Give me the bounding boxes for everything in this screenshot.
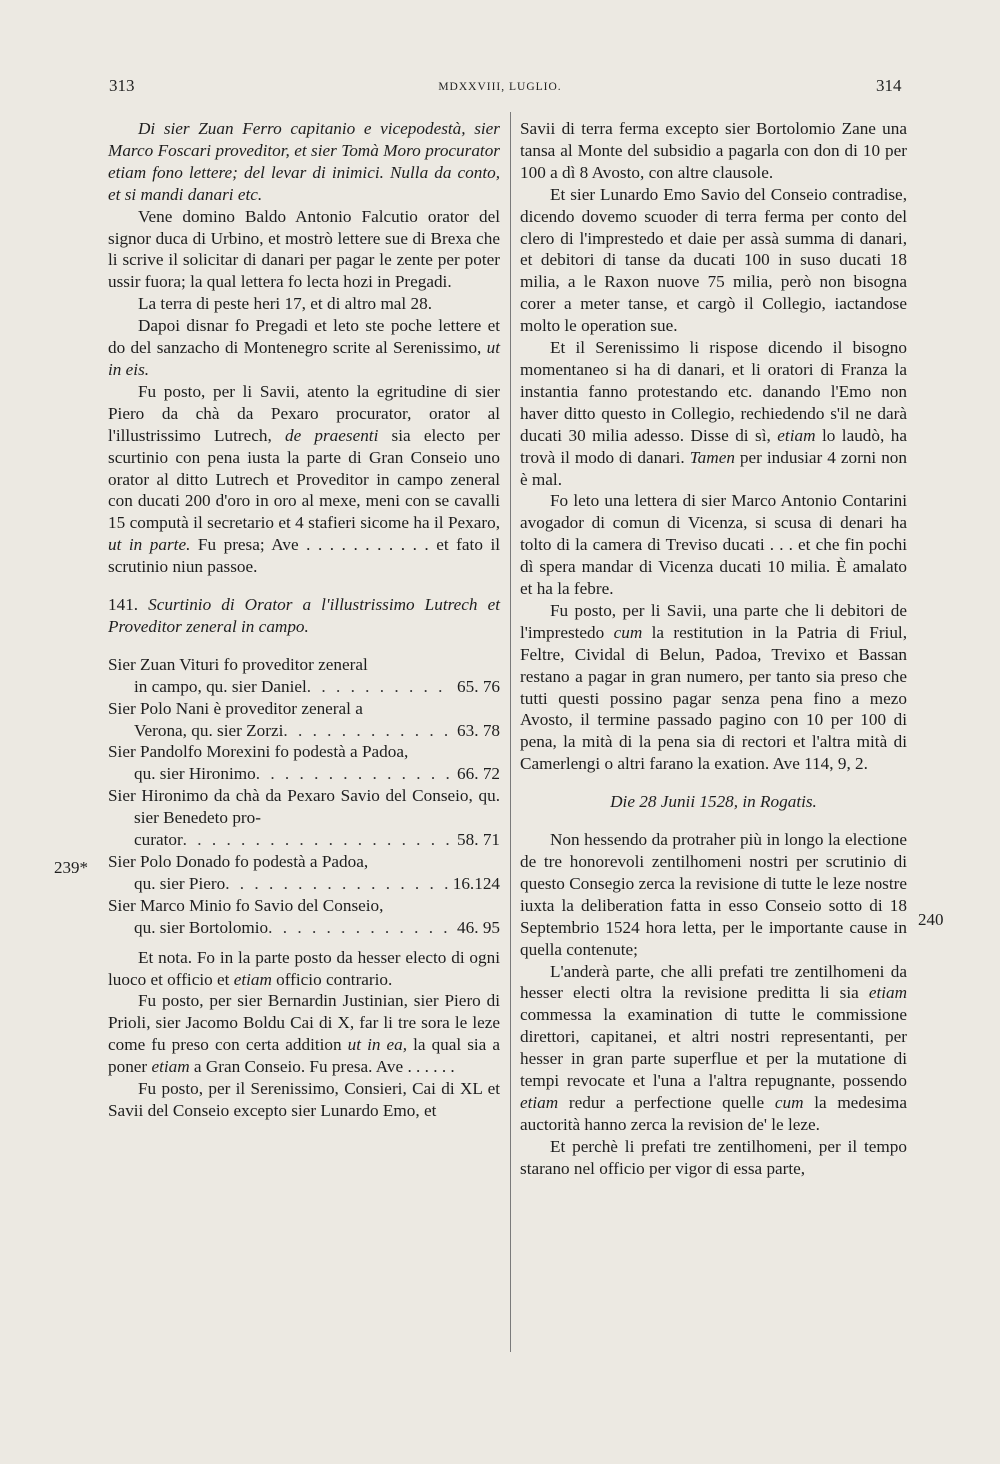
candidate-entry: Sier Polo Nani è proveditor zeneral a Verona, qu. sier Zorzi . . . 63. 78 <box>108 698 500 742</box>
session-dateline: Die 28 Junii 1528, in Rogatis. <box>610 792 817 812</box>
candidate-entry: Sier Hironimo da chà da Pexaro Savio del Conseio, qu. sier Benedeto pro- curator . . . 58. 71 <box>108 785 500 851</box>
paragraph: Et nota. Fo in la parte posto da hesser electo di ogni luoco et officio et etiam officio contrario. <box>108 947 500 989</box>
paragraph: Di sier Zuan Ferro capitanio e vicepodestà, sier Marco Foscari proveditor, et sier Tomà Moro procurator etiam fono lettere; del levar di inimici. Nulla da conto, et si mandi danari etc. <box>108 119 500 204</box>
right-column <box>520 118 907 1180</box>
candidate-entry: Sier Zuan Vituri fo proveditor zeneral in campo, qu. sier Daniel . . . 65. 76 <box>108 654 500 698</box>
paragraph: Vene domino Baldo Antonio Falcutio orator del signor duca di Urbino, et mostrò lettere sue di Brexa che li scrive il solicitar di danari per pagar le zente per poter ussir fuora; la qual lettera fo lecta hozi in Pregadi. <box>108 206 500 292</box>
column-divider <box>510 112 511 1352</box>
page-header <box>0 76 1000 106</box>
paragraph: La terra di peste heri 17, et di altro mal 28. <box>138 294 432 314</box>
left-column <box>108 118 500 1122</box>
paragraph: Fo leto una lettera di sier Marco Antonio Contarini avogador di comun di Vicenza, si scusa di denari ha tolto di la camera di Treviso ducati . . . et che fin pochi dì spera mandar di Vicenza ducati 10 milia. È amalato et ha la febre. <box>520 491 907 599</box>
paragraph: Savii di terra ferma excepto sier Bortolomio Zane una tansa al Monte del subsidio a pagarla con don di 10 per 100 a dì 8 Avosto, con altre clausole. <box>520 119 907 182</box>
candidate-entry: Sier Marco Minio fo Savio del Conseio, qu. sier Bortolomio . . . 46. 95 <box>108 895 500 939</box>
paragraph: Et perchè li prefati tre zentilhomeni, per il tempo starano nel officio per vigor di essa parte, <box>520 1136 907 1178</box>
section-heading: 141. Scurtinio di Orator a l'illustrissimo Lutrech et Proveditor zeneral in campo. <box>108 595 500 636</box>
paragraph: Fu posto, per li Savii, una parte che li debitori de l'imprestedo cum la restitution in la Patria di Friul, Feltre, Cividal di Belun, Padoa, Trevixo et Bassan restano a pagar in gran numero, per tanto sia preso che tutti questi possino pagar senza pena fino a mezo Avosto, il termine passado pagino con 10 per 100 di pena, la mità di la pena sia di rectori et l'altra mità di Camerlengi o altri farano la exation. Ave 114, 9, 2. <box>520 600 907 774</box>
margin-note-left: 239* <box>54 858 88 877</box>
paragraph: L'anderà parte, che alli prefati tre zentilhomeni da hesser electi oltra la revisione preditta li sia etiam commessa la examination di tutte le commissione direttori, capitanei, et altri nostri representanti, per hesser in gran parte superflue et per la mutatione di tempi revocate et l'una a l'altra repugnante, possendo etiam redur a perfectione quelle cum la medesima auctorità hanno zerca la revision de' le leze. <box>520 961 907 1134</box>
candidate-entry: Sier Polo Donado fo podestà a Padoa, qu. sier Piero . . . 16.124 <box>108 851 500 895</box>
paragraph: Dapoi disnar fo Pregadi et leto ste poche lettere et do del sanzacho di Montenegro scrite al Serenissimo, ut in eis. <box>108 316 500 379</box>
paragraph: Non hessendo da protraher più in longo la electione de tre honorevoli zentilhomeni nostri per scrutinio di questo Consegio zerca la revisione di tutte le leze nostre iuxta la deliberation fatta in esso Conseio sotto di 18 Septembrio 1524 hora letta, per le importante cause in quella contenute; <box>520 830 907 959</box>
paragraph: Et il Serenissimo li rispose dicendo il bisogno momentaneo si ha di danari, et li oratori di Franza la instantia fanno protestando etc. danando l'Emo non haver ditto questo in Collegio, rechiedendo s'il ne darà ducati 30 milia adesso. Disse di sì, etiam lo laudò, ha trovà il modo di danari. Tamen per indusiar 4 zorni non è mal. <box>520 338 907 489</box>
paragraph: Et sier Lunardo Emo Savio del Conseio contradise, dicendo dovemo scuoder di terra ferma per conto del clero di l'imprestedo et daie per assà summa di danari, et debitori di tanse da ducati 100 in suso ducati 18 milia, a le Raxon nuove 75 milia, però non bisogna corer a meter tanse, et cargò il Collegio, iactandose molto le operation sue. <box>520 184 907 336</box>
paragraph: Fu posto, per il Serenissimo, Consieri, Cai di XL et Savii del Conseio excepto sier Lunardo Emo, et <box>108 1079 500 1120</box>
candidate-entry: Sier Pandolfo Morexini fo podestà a Padoa, qu. sier Hironimo . . . 66. 72 <box>108 741 500 785</box>
running-title: MDXXVIII, LUGLIO. <box>438 81 562 93</box>
page-number-right: 314 <box>876 76 902 95</box>
paragraph: Fu posto, per sier Bernardin Justinian, sier Piero di Prioli, sier Jacomo Boldu Cai di X, far li tre sora le leze come fu preso con certa addition ut in ea, la qual sia a poner etiam a Gran Conseio. Fu presa. Ave . . . . . . <box>108 991 501 1077</box>
page-number-left: 313 <box>109 76 135 95</box>
margin-note-right: 240 <box>918 910 944 929</box>
paragraph: Fu posto, per li Savii, atento la egritudine di sier Piero da chà da Pexaro procurator, orator al l'illustrissimo Lutrech, de praesenti sia electo per scurtinio con pena iusta la parte di Gran Conseio uno orator al ditto Lutrech et Proveditor in campo zeneral con ducati 200 d'oro in oro al mexe, meni con se cavalli 15 computà il secretario et 4 stafieri sicome ha il Pexaro, ut in parte. Fu presa; Ave . . . . . . . . . . . et fato il scrutinio niun passoe. <box>108 381 500 577</box>
